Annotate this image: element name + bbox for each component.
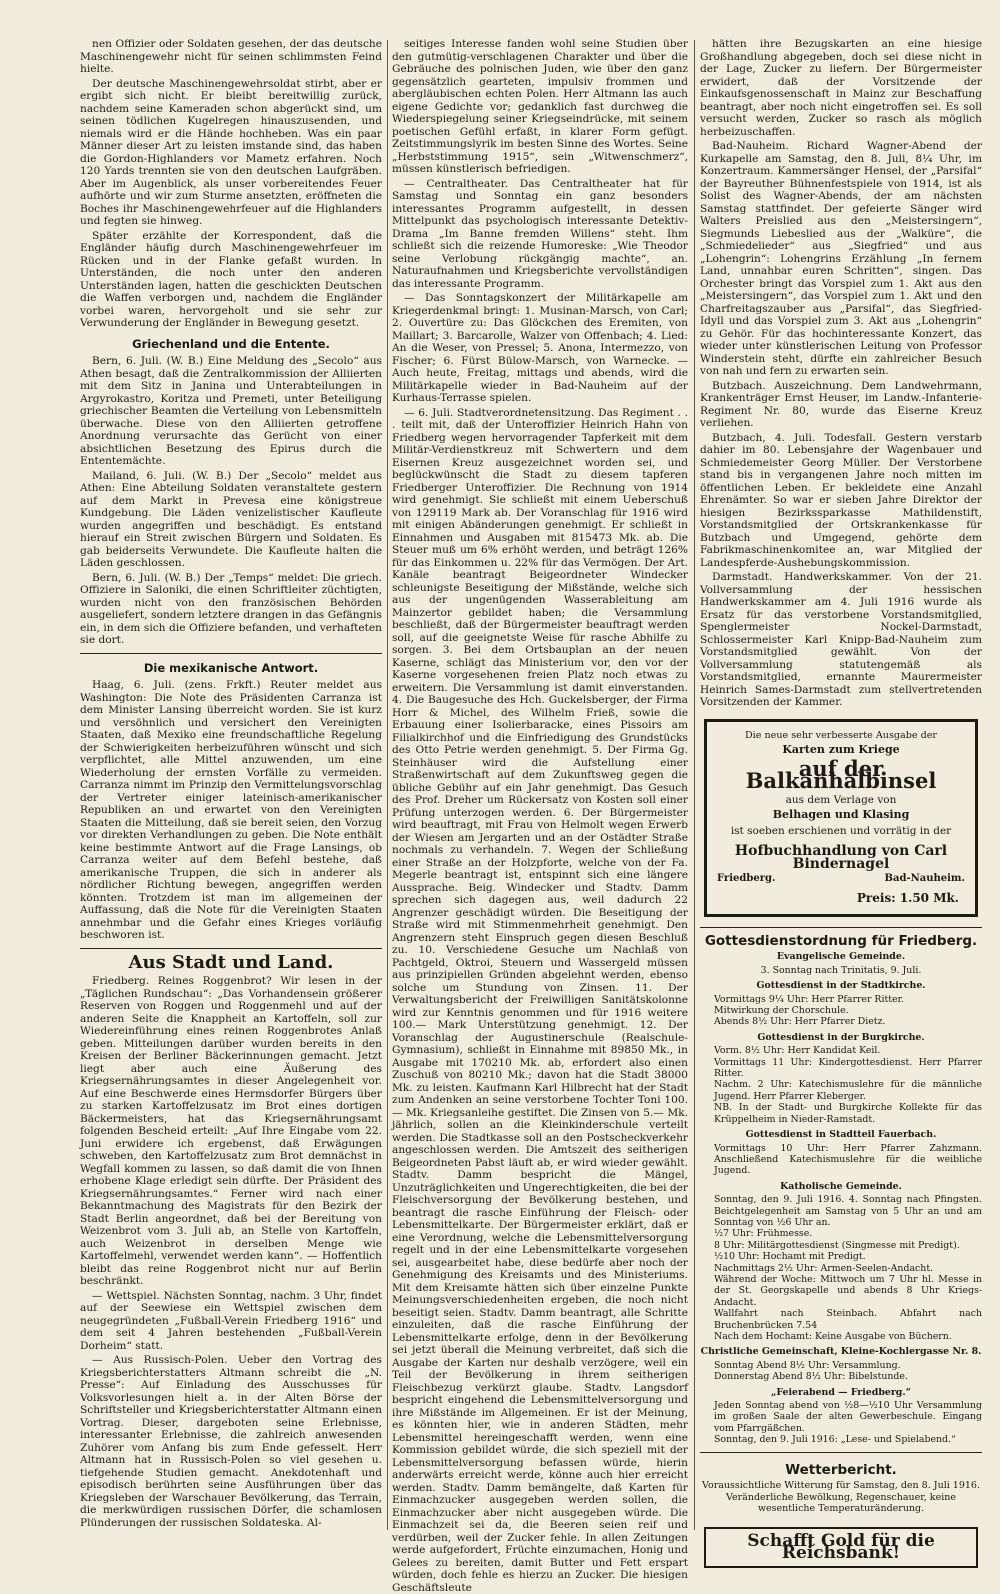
section-rule <box>80 948 382 949</box>
article-paragraph: — Das Sonntagskonzert der Militärkapelle am Kriegerdenkmal bringt: 1. Musinan-Marsch, von Carl; 2. Ouvertüre zu: Das Glöckchen des Eremiten, von Maillart; 3. Barcarolle, Walzer von Offenbach; 4. Lied: An die Weser, von Pressel; 5. Anona, Intermezzo, von Fischer; 6. Fürst Bülow-Marsch, von Warnecke. — Auch heute, Freitag, mittags und abends, wird die Militärkapelle wieder in Bad-Nauheim auf der Kurhaus-Terrasse spielen. <box>392 292 688 405</box>
gold-appeal-box: Schafft Gold für die Reichsbank! <box>704 1527 978 1568</box>
headline-local-news: Aus Stadt und Land. <box>80 957 382 970</box>
schedule-line: Jeden Sonntag abend von ½8—½10 Uhr Versammlung im großen Saale der alten Gewerbeschule. Eingang vom Pfarrgäßchen. <box>714 1400 982 1434</box>
congregation-heading: Christliche Gemeinschaft, Kleine-Kochlergasse Nr. 8. <box>700 1346 982 1357</box>
column-2 <box>392 38 688 1533</box>
schedule-line: Nachmittags 2½ Uhr: Armen-Seelen-Andacht. <box>714 1263 982 1274</box>
schedule-line: Vormittags 11 Uhr: Kindergottesdienst. Herr Pfarrer Ritter. <box>714 1057 982 1080</box>
article-paragraph: seitiges Interesse fanden wohl seine Studien über den gutmütig-verschlagenen Charakter und über die Gebräuche des polnischen Juden, wie über den ganz gegensätzlich gearteten, impulsiv frommen und abergläubischen echten Polen. Herr Altmann las auch eigene Gedichte vor; gedanklich fast durchweg die Wiederspiegelung seiner Kriegseindrücke, mit seinem poetischen Gefühl erfaßt, in klarer Form gefügt. Zeitstimmungslyrik im besten Sinne des Wortes. Seine „Herbststimmung 1915“, sein „Witwenschmerz“, müssen künstlerisch befriedigen. <box>392 38 688 176</box>
column-divider <box>387 40 388 1530</box>
schedule-line: Sonntag, den 9. Juli 1916. 4. Sonntag nach Pfingsten. Beichtgelegenheit am Samstag von 5 Uhr an und am Sonntag von ½6 Uhr an. <box>714 1194 982 1228</box>
schedule-line: Mitwirkung der Chorschule. <box>714 1005 982 1016</box>
article-paragraph: Bad-Nauheim. Richard Wagner-Abend der Kurkapelle am Samstag, den 8. Juli, 8¼ Uhr, im Konzertraum. Kammersänger Hensel, der „Parsifal“ der Bayreuther Bühnenfestspiele von 1914, ist als Solist des Wagner-Abends, der am nächsten Samstag stattfindet. Der gefeierte Sänger wird Walters Preislied aus den „Meistersingern“, Siegmunds Liebeslied aus der „Walküre“, die „Schmiedelieder“ aus „Siegfried“ und aus „Lohengrin“: Lohengrins Erzählung „In fernem Land, unnahbar euren Schritten“, singen. Das Orchester bringt das Vorspiel zum 1. Akt aus den „Meistersingern“, das Vorspiel zum 1. Akt und den Charfreitagszauber aus „Parsifal“, das Siegfried-Idyll und das Vorspiel zum 3. Akt aus „Lohengrin“ zu Gehör. Für das hochinteressante Konzert, das wieder unter künstlerischen Leitung von Professor Winderstein steht, dürfte ein zahlreicher Besuch von nah und fern zu erwarten sein. <box>700 140 982 378</box>
schedule-line: Sonntag, den 9. Juli 1916: „Lese- und Spielabend.“ <box>714 1434 982 1445</box>
section-rule <box>80 653 382 654</box>
ad-bookstore: Hofbuchhandlung von Carl Bindernagel <box>713 845 969 870</box>
schedule-line: 8 Uhr: Militärgottesdienst (Singmesse mit Predigt). <box>714 1240 982 1251</box>
schedule-line: Vormittags 10 Uhr: Herr Pfarrer Zahzmann. Anschließend Katechismuslehre für die weibliche Jugend. <box>714 1143 982 1177</box>
article-paragraph: nen Offizier oder Soldaten gesehen, der das deutsche Maschinengewehr nicht für seinen schlimmsten Feind hielte. <box>80 38 382 76</box>
ad-city: Bad-Nauheim. <box>885 873 965 886</box>
schedule-line: ½7 Uhr: Frühmesse. <box>714 1228 982 1239</box>
article-paragraph: — Wettspiel. Nächsten Sonntag, nachm. 3 Uhr, findet auf der Seewiese ein Wettspiel zwischen dem neugegründeten „Fußball-Verein Friedberg 1916“ und dem seit 4 Jahren bestehenden „Fußball-Verein Dorheim“ statt. <box>80 1290 382 1353</box>
article-paragraph: — Centraltheater. Das Centraltheater hat für Samstag und Sonntag ein ganz besonders interessantes Programm aufgestellt, in dessen Mittelpunkt das psychologisch interessante Detektiv-Drama „Im Banne fremden Willens“ steht. Ihm schließt sich die reizende Humoreske: „Wie Theodor seine Verlobung rückgängig machte“, an. Naturaufnahmen und Kriegsberichte vervollständigen das interessante Programm. <box>392 178 688 291</box>
schedule-line: Nach dem Hochamt: Keine Ausgabe von Büchern. <box>714 1331 982 1342</box>
congregation-heading: Evangelische Gemeinde. <box>700 951 982 962</box>
section-rule <box>700 1452 982 1453</box>
column-divider <box>694 40 695 1530</box>
section-rule <box>700 927 982 928</box>
weather-forecast: Veränderliche Bewölkung, Regenschauer, keine wesentliche Temperaturänderung. <box>700 1492 982 1515</box>
article-paragraph: Der deutsche Maschinengewehrsoldat stirbt, aber er ergibt sich nicht. Er bleibt bereitwillig zurück, nachdem seine Kameraden schon abgerückt sind, um seinen tödlichen Kugelregen hinauszusenden, und niemals wird er die Hände hochheben. Was ein paar Männer dieser Art zu leisten imstande sind, das haben die Gordon-Highlanders vor Mametz erfahren. Noch 120 Yards trennten sie von den deutschen Laufgräben. Aber im Augenblick, als unser vorbereitendes Feuer aufhörte und wir zum Sturme ansetzten, eröffneten die Boches ihr Maschinengewehrfeuer auf die Highlanders und fegten sie hinweg. <box>80 78 382 228</box>
schedule-line: Sonntag Abend 8½ Uhr: Versammlung. <box>714 1360 982 1371</box>
ad-locations <box>717 873 965 886</box>
article-paragraph: — Aus Russisch-Polen. Ueber den Vortrag des Kriegsberichterstatters Altmann schreibt die „N. Presse“: Auf Einladung des Ausschusses für Volksvorlesungen hielt a. in der Alten Börse der Schriftsteller und Kriegsberichterstatter Altmann einen Vortrag. Dieser, dargeboten seine Erlebnisse, interessanter Erlebnisse, die zahlreich anwesenden Zuhörer vom Anfang bis zum Ende gefesselt. Herr Altmann hat in Russisch-Polen so viel gesehen u. tiefgehende Studien gemacht. Anekdotenhaft und episodisch berührten seine Ausführungen über das Kriegsleben der Warschauer Bevölkerung, das Terrain, die merkwürdigen russischen Dörfer, die schamlosen Plünderungen der russischen Soldateska. Al- <box>80 1354 382 1529</box>
headline-mexico: Die mexikanische Antwort. <box>80 662 382 675</box>
column-3 <box>700 38 982 1533</box>
article-paragraph: hätten ihre Bezugskarten an eine hiesige Großhandlung abgegeben, doch sei diese nicht in der Lage, Zucker zu liefern. Der Bürgermeister erwidert, daß der Vorsitzende der Einkaufsgenossenschaft in Mainz zur Beschaffung beantragt, aber noch nicht eingetroffen sei. Es soll versucht werden, Zucker so rasch als möglich herbeizuschaffen. <box>700 38 982 138</box>
ad-intro: Die neue sehr verbesserte Ausgabe der <box>713 730 969 743</box>
ad-city: Friedberg. <box>717 873 775 886</box>
article-paragraph: Bern, 6. Juli. (W. B.) Der „Temps“ meldet: Die griech. Offiziere in Saloniki, die einen Schriftleiter züchtigten, wurden nicht von den französischen Behörden ausgeliefert, sondern letztere drangen in das Gefängnis ein, in dem sich die Offiziere befanden, und verhafteten sie dort. <box>80 572 382 647</box>
schedule-line: Donnerstag Abend 8½ Uhr: Bibelstunde. <box>714 1371 982 1382</box>
ad-publisher-intro: aus dem Verlage von <box>713 794 969 807</box>
schedule-line: Vorm. 8½ Uhr: Herr Kandidat Keil. <box>714 1045 982 1056</box>
schedule-line: Während der Woche: Mittwoch um 7 Uhr hl. Messe in der St. Georgskapelle und abends 8 Uhr Kriegs-Andacht. <box>714 1274 982 1308</box>
schedule-title: Gottesdienstordnung für Friedberg. <box>700 936 982 947</box>
church-service-schedule <box>700 936 982 1446</box>
schedule-line: Nachm. 2 Uhr: Katechismuslehre für die männliche Jugend. Herr Pfarrer Kleberger. <box>714 1079 982 1102</box>
church-heading: Gottesdienst in der Burgkirche. <box>700 1032 982 1043</box>
article-paragraph: Friedberg. Reines Roggenbrot? Wir lesen in der „Täglichen Rundschau“: „Das Vorhandensein größerer Reserven von Roggen und Roggenmehl und auf der anderen Seite die Knappheit an Kartoffeln, soll zur Wiedereinführung eines reinen Roggenbrotes Anlaß geben. Mitteilungen darüber wurden bereits in den Kreisen der Berliner Bäckerinnungen gemacht. Jetzt liegt aber auch eine Äußerung des Kriegsernährungsamtes in dieser Angelegenheit vor. Auf eine Beschwerde eines Hermsdorfer Bürgers über zu starken Kartoffelzusatz im Brot eines dortigen Bäckermeisters, hat das Kriegsernährungsamt folgenden Bescheid erteilt: „Auf Ihre Eingabe vom 22. Juni erwidere ich ergebenst, daß Erwägungen schweben, den Kartoffelzusatz zum Brot demnächst in Wegfall kommen zu lassen, so daß damit die von Ihnen erhobene Klage erledigt sein dürfte. Der Präsident des Kriegsernährungsamtes.“ Ferner wird nach einer Bekanntmachung des Magistrats für den Bezirk der Stadt Berlin angeordnet, daß bei der Bereitung von Weizenbrot vom 3. Juli ab, an Stelle von Kartoffeln, auch Weizenbrot in derselben Menge wie Kartoffelmehl, verwendet werden kann“. — Hoffentlich bleibt das reine Roggenbrot nicht nur auf Berlin beschränkt. <box>80 975 382 1288</box>
schedule-line: ½10 Uhr: Hochamt mit Predigt. <box>714 1251 982 1262</box>
congregation-heading: Katholische Gemeinde. <box>700 1181 982 1192</box>
schedule-line: Wallfahrt nach Steinbach. Abfahrt nach Bruchenbrücken 7.54 <box>714 1308 982 1331</box>
article-paragraph: Butzbach, 4. Juli. Todesfall. Gestern verstarb dahier im 80. Lebensjahre der Wagenbauer und Schmiedemeister Georg Müller. Der Verstorbene stand bis in vergangenen Jahre noch mitten im öffentlichen Leben. Er bekleidete eine Anzahl Ehrenämter. So war er sieben Jahre Direktor der hiesigen Bezirkssparkasse Mathildenstift, Vorstandsmitglied der Ortskrankenkasse für Butzbach und Umgegend, gehörte dem Fabrikmaschinenkomitee an, war Mitglied der Landespferde-Aushebungskommission. <box>700 432 982 570</box>
article-paragraph: Darmstadt. Handwerkskammer. Von der 21. Vollversammlung der hessischen Handwerkskammer am 4. Juli 1916 wurde als Ersatz für das verstorbene Vorstandsmitglied, Spenglermeister Nockel-Darmstadt, Schlossermeister Karl Knipp-Bad-Nauheim zum Vorstandsmitglied gewählt. Von der Vollversammlung statutengemäß als Vorstandsmitglied, ernannte Maurermeister Heinrich Sames-Darmstadt zum stellvertretenden Vorsitzenden der Kammer. <box>700 571 982 709</box>
ad-headline: auf der Balkanhalbinsel <box>713 763 969 788</box>
ad-publisher: Belhagen und Klasing <box>713 809 969 822</box>
congregation-heading: „Feierabend — Friedberg.“ <box>700 1387 982 1398</box>
ad-subject: Karten zum Kriege <box>713 744 969 757</box>
headline-greece: Griechenland und die Entente. <box>80 338 382 351</box>
column-1 <box>80 38 382 1533</box>
article-paragraph: — 6. Juli. Stadtverordnetensitzung. Das Regiment . . . teilt mit, daß der Unteroffizier Heinrich Hahn von Friedberg wegen hervorragender Tapferkeit mit dem Militär-Verdienstkreuz mit Schwertern und dem Eisernen Kreuz ausgezeichnet worden sei, und beglückwünscht die Stadt zu diesem tapferen Friedberger Unteroffizier. Die Rechnung von 1914 wird genehmigt. Sie schließt mit einem Ueberschuß von 129119 Mark ab. Der Voranschlag für 1916 wird mit einigen Abänderungen genehmigt. Er schließt in Einnahmen und Ausgaben mit 815473 Mk. ab. Die Steuer muß um 6% erhöht werden, und beträgt 126% für das Einkommen u. 22% für das Vermögen. Der Art. Kanäle beantragt Beigeordneter Windecker schleunigste Beseitigung der Mißstände, welche sich aus der ungenügenden Wasserableitung am Mainzertor gebildet haben; die Versammlung beschließt, daß der Bürgermeister beauftragt werden soll, auf die geeignetste Weise für rasche Abhilfe zu sorgen. 3. Bei dem Ortsbauplan an der neuen Kaserne, schlägt das Ministerium vor, den vor der Kaserne vorgesehenen freien Platz noch etwas zu erweitern. Die Versammlung ist damit einverstanden. 4. Die Baugesuche des Hch. Guckelsberger, der Firma Horr & Michel, des Wilhelm Frieß, sowie die Erbauung einer Isolierbaracke, eines Pissoirs am Filialkirchhof und die Einfriedigung des Grundstücks des Otto Petrie werden genehmigt. 5. Der Firma Gg. Steinhäuser wird die Aufstellung einer Straßenwirtschaft auf dem Zukunftsweg gegen die übliche Gebühr auf ein Jahr genehmigt. Das Gesuch des Prof. Dreher um Rückersatz von Kosten soll einer Prüfung unterzogen werden. 6. Der Bürgermeister wird beauftragt, mit Frau von Helmolt wegen Erwerb der Wiesen am Jergarten und an der Ostädter Straße nochmals zu verhandeln. 7. Wegen der Schließung einer Straße an der Holzpforte, welche von der Fa. Megerle beantragt ist, entspinnt sich eine längere Aussprache. Beig. Windecker und Stadtv. Damm sprechen sich dagegen aus, weil dadurch 22 Angrenzer geschädigt würden. Die Beseitigung der Straße wird mit Stimmenmehrheit genehmigt. Den Angrenzern steht Einspruch gegen diesen Beschluß zu. 10. Verschiedene Gesuche um Nachlaß von Pachtgeld, Oktroi, Steuern und Wassergeld müssen aus prinzipiellen Gründen abgelehnt werden, ebenso solche um Stundung von Zinsen. 11. Der Verwaltungsbericht der Freiwilligen Sanitätskolonne wird zur Kenntnis genommen und für 1916 weitere 100.— Mark Unterstützung genehmigt. 12. Der Voranschlag der Augustinerschule (Realschule-Gymnasium), schließt in Einnahme mit 89850 Mk., in Ausgabe mit 170210 Mk. ab, erfordert also einen Zuschuß von 80210 Mk.; davon hat die Stadt 38000 Mk. zu leisten. Kaufmann Karl Hilbrecht hat der Stadt zum Andenken an seine verstorbene Tochter Toni 100.— Mk. Kriegsanleihe gestiftet. Die Zinsen von 5.— Mk. jährlich, sollen an die Kleinkinderschule verteilt werden. Die Stadtkasse soll an den Postscheckverkehr angeschlossen werden. Die Amtszeit des seitherigen Beigeordneten Pabst läuft ab, er wird wieder gewählt. Stadtv. Damm bespricht die Mängel, Unzuträglichkeiten und Ungerechtigkeiten, die bei der Fleischversorgung der Bevölkerung bestehen, und beantragt die rasche Einführung der Fleisch- oder Lebensmittelkarte. Der Bürgermeister erklärt, daß er eine Verordnung, welche die Lebensmittelversorgung regelt und in der eine Lebensmittelkarte vorgesehen sei, ausgearbeitet habe, diese bedürfe aber noch der Genehmigung des Kreisamts und des Ministeriums. Mit dem Kreisamte hätten sich über einzelne Punkte Meinungsverschiedenheiten ergeben, die noch nicht beseitigt seien. Stadtv. Damm beantragt, alle Schritte einzuleiten, daß die rasche Einführung der Lebensmittelkarte erfolge, denn in der Bevölkerung sei jetzt überall die Meinung verbreitet, daß sich die Ausgabe der Karten nur deshalb verzögere, weil ein Teil der Bevölkerung in ihrem seitherigen Fleischbezug verkürzt glaube. Stadtv. Langsdorf bespricht eingehend die Lebensmittelversorgung und ihre Mißstände im Allgemeinen. Er ist der Meinung, es könnten hier, wie in anderen Städten, mehr Lebensmittel hereingeschafft werden, wenn eine Kommission gebildet würde, die sich speziell mit der Lebensmittelversorgung befassen würde, hierin anderwärts erreicht werde, könne auch hier erreicht werden. Stadtv. Damm bemängelte, daß Karten für Einmachzucker ausgegeben werden sollen, die Einmachzucker aber nicht ausgegeben würde. Die Einmachzeit sei da, die Beeren seien reif und verdürben, weil der Zucker fehle. In allen Zeitungen werde aufgefordert, Früchte einzumachen, Honig und Gelees zu bereiten, damit Butter und Fett erspart würden, doch fehle es hierzu an Zucker. Die hiesigen Geschäftsleute <box>392 407 688 1594</box>
weather-forecast-date: Voraussichtliche Witterung für Samstag, den 8. Juli 1916. <box>700 1480 982 1492</box>
weather-title: Wetterbericht. <box>700 1465 982 1477</box>
schedule-line: 3. Sonntag nach Trinitatis, 9. Juli. <box>700 965 982 976</box>
schedule-line: NB. In der Stadt- und Burgkirche Kollekte für das Krüppelheim in Nieder-Ramstadt. <box>714 1102 982 1125</box>
church-heading: Gottesdienst in Stadtteil Fauerbach. <box>700 1129 982 1140</box>
ad-price: Preis: 1.50 Mk. <box>713 892 959 905</box>
article-paragraph: Bern, 6. Juli. (W. B.) Eine Meldung des „Secolo“ aus Athen besagt, daß die Zentralkommission der Alliierten mit dem Sitz in Janina und Unterabteilungen in Argyrokastro, Koritza und Premeti, unter Beteiligung griechischer Beamten die Verteilung von Lebensmitteln überwache. Diese von den Alliierten getroffene Anordnung verursachte das Gerücht von einer absichtlichen Besetzung des Epirus durch die Ententemächte. <box>80 355 382 468</box>
church-heading: Gottesdienst in der Stadtkirche. <box>700 980 982 991</box>
article-paragraph: Haag, 6. Juli. (zens. Frkft.) Reuter meldet aus Washington: Die Note des Präsidenten Carranza ist dem Minister Lansing überreicht worden. Sie ist kurz und versöhnlich und versichert den Vereinigten Staaten, daß Mexiko eine freundschaftliche Regelung der Schwierigkeiten herbeizuführen wünscht und sich verpflichtet, alle Mittel anzuwenden, um eine Wiederholung der ernsten Vorfälle zu vermeiden. Carranza nimmt im Prinzip den Vermittelungsvorschlag der Vertreter einiger lateinisch-amerikanischer Republiken an und erwartet von den Vereinigten Staaten die Mitteilung, daß sie bereit seien, den Vorzug vor direkten Verhandlungen zu geben. Die Note enthält keine bestimmte Antwort auf die Frage Lansings, ob Carranza weiter auf dem Befehl bestehe, daß amerikanische Truppen, die sich in anderer als nördlicher Richtung bewegen, angegriffen werden könnten. Trotzdem ist man im allgemeinen der Auffassung, daß die Note für die Vereinigten Staaten annehmbar und die Gefahr eines Krieges vorläufig beschworen ist. <box>80 679 382 942</box>
article-paragraph: Butzbach. Auszeichnung. Dem Landwehrmann, Krankenträger Ernst Heuser, im Landw.-Infanterie-Regiment Nr. 80, wurde das Eiserne Kreuz verliehen. <box>700 380 982 430</box>
map-advertisement <box>704 719 978 918</box>
schedule-line: Vormittags 9¼ Uhr: Herr Pfarrer Ritter. <box>714 994 982 1005</box>
schedule-line: Abends 8½ Uhr: Herr Pfarrer Dietz. <box>714 1016 982 1027</box>
article-paragraph: Später erzählte der Korrespondent, daß die Engländer häufig durch Maschinengewehrfeuer im Rücken und in der Flanke gefaßt wurden. In Unterständen, die noch unter den anderen Unterständen lagen, hatten die geschickten Deutschen die Waffen verborgen und, nachdem die Engländer vorbei waren, hervorgeholt und sie sehr zur Verwunderung der Engländer in Bewegung gesetzt. <box>80 230 382 330</box>
weather-report <box>700 1465 982 1515</box>
ad-availability: ist soeben erschienen und vorrätig in der <box>713 825 969 838</box>
article-paragraph: Mailand, 6. Juli. (W. B.) Der „Secolo“ meldet aus Athen: Eine Abteilung Soldaten veranstaltete gestern auf dem Markt in Prevesa eine königstreue Kundgebung. Die Läden venizelistischer Kaufleute wurden angegriffen und beschädigt. Es entstand hierauf ein Streit zwischen Bürgern und Soldaten. Es gab beiderseits Verwundete. Die Kaufleute halten die Läden geschlossen. <box>80 470 382 570</box>
